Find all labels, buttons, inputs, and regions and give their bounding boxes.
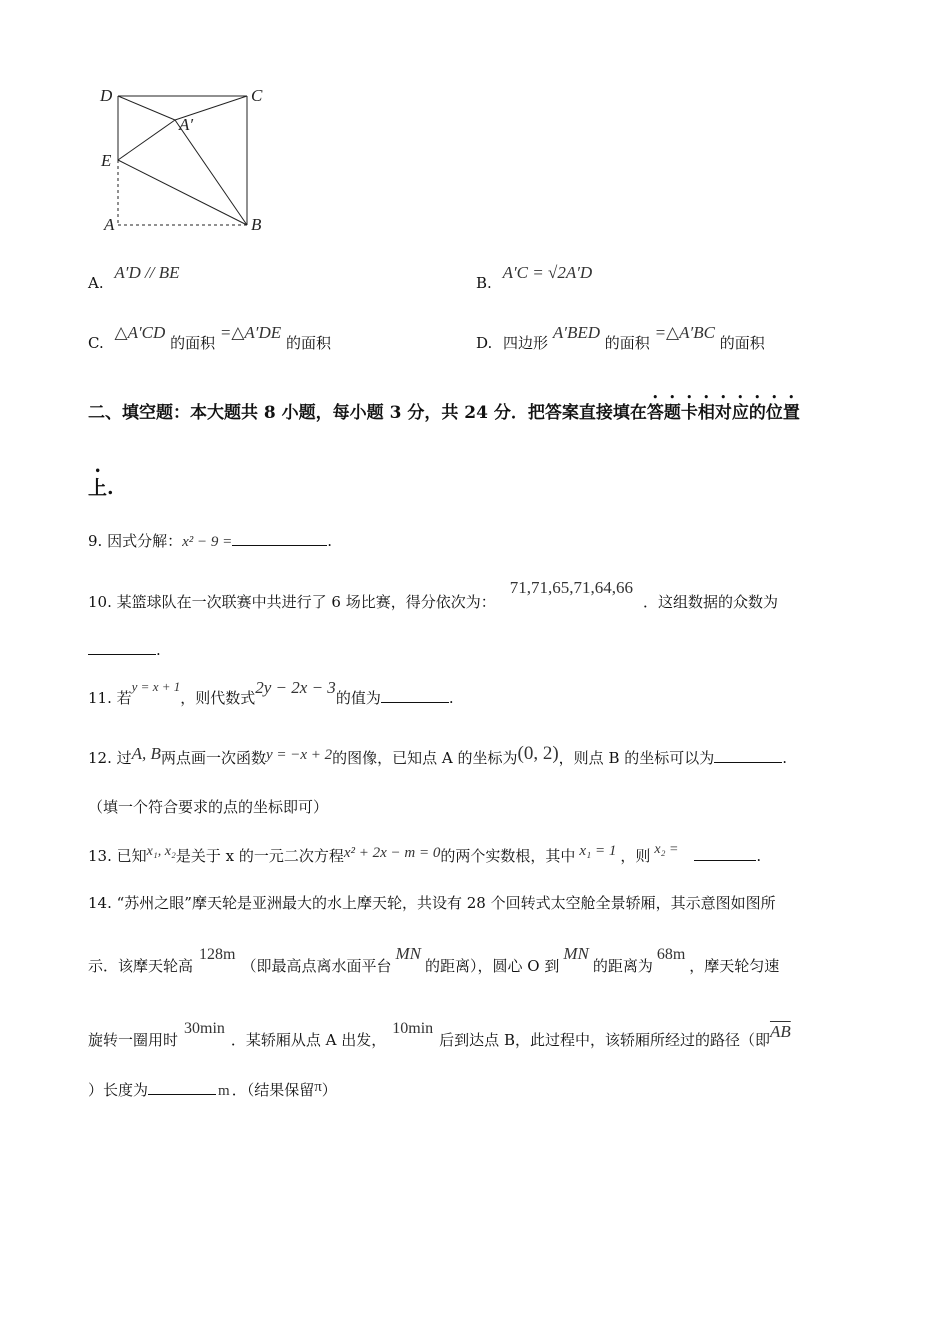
q14-l4b: ．（结果保留: [231, 1081, 315, 1099]
q12-end: .: [782, 749, 788, 767]
segment-DA-prime: [118, 96, 175, 120]
q13-answer-blank[interactable]: [694, 846, 756, 861]
option-D-math1: A′BED: [552, 323, 600, 342]
q14-time2: 10min: [392, 1020, 434, 1037]
q10-text: 某篮球队在一次联赛中共进行了 6 场比赛，得分依次为：: [116, 593, 496, 611]
q14-time1: 30min: [184, 1020, 225, 1037]
option-D-text2: 的面积: [719, 334, 765, 352]
q14-l2a: 示．该摩天轮高: [88, 957, 194, 975]
q14-distance: 68m: [656, 946, 686, 963]
option-D-math2: =△A′BC: [654, 323, 715, 342]
option-A[interactable]: [88, 263, 180, 293]
segment-EB: [118, 160, 247, 225]
section-2-heading-dotted: 答题卡相对应的位置: [646, 403, 800, 423]
q14-l3a: 旋转一圈用时: [88, 1031, 179, 1049]
option-A-math: A′D // BE: [114, 263, 180, 282]
label-B: B: [251, 215, 262, 234]
option-C-math2: =△A′DE: [219, 323, 282, 342]
q13-text4: ，则: [620, 847, 651, 865]
question-14-line1: [88, 893, 776, 913]
question-10-line2: [88, 640, 161, 660]
option-D[interactable]: [476, 323, 765, 353]
q10-data: 71,71,65,71,64,66: [509, 578, 633, 597]
question-10: [88, 578, 778, 612]
q12-num: 12.: [88, 749, 112, 767]
option-B[interactable]: [476, 263, 593, 293]
q13-num: 13.: [88, 847, 112, 865]
q11-math2: 2y − 2x − 3: [255, 678, 336, 697]
option-C-text1: 的面积: [170, 334, 216, 352]
q12-math1: A, B: [131, 744, 161, 763]
q11-text: 若: [116, 689, 132, 707]
q14-l2b: （即最高点离水面平台: [241, 957, 392, 975]
question-14-line3: [88, 1020, 791, 1051]
question-14-line2: [88, 944, 780, 977]
q12-text3: 的图像，已知点 A 的坐标为: [332, 749, 518, 767]
label-D: D: [100, 86, 113, 105]
q14-l2e: ，摩天轮匀速: [689, 957, 780, 975]
q14-mn2: MN: [563, 944, 589, 963]
question-9: [88, 531, 332, 552]
section-2-heading-line2: [88, 466, 114, 500]
q13-text: 已知: [116, 847, 147, 865]
q14-height: 128m: [199, 946, 236, 963]
q10-text2: ．这组数据的众数为: [642, 593, 778, 611]
q12-math2: y = −x + 2: [265, 747, 333, 763]
question-12-note: [88, 797, 328, 817]
q14-arc: $\overline{AB}$: [769, 1022, 791, 1041]
option-D-label: D.: [476, 334, 493, 352]
label-E: E: [101, 151, 112, 170]
q14-unit: m: [218, 1083, 230, 1099]
q13-text2: 是关于 x 的一元二次方程: [175, 847, 344, 865]
q11-end: .: [448, 689, 454, 707]
q14-mn1: MN: [395, 944, 421, 963]
q12-answer-blank[interactable]: [714, 748, 782, 763]
q11-num: 11.: [88, 689, 112, 707]
option-C-text2: 的面积: [285, 334, 331, 352]
section-2-heading-b: 上: [88, 477, 108, 499]
question-11: [88, 678, 454, 709]
q13-text3: 的两个实数根，其中: [440, 847, 576, 865]
q13-math2: x² + 2x − m = 0: [343, 845, 441, 861]
question-12: [88, 743, 788, 769]
q11-answer-blank[interactable]: [381, 688, 449, 703]
geometry-figure: [95, 80, 285, 240]
section-2-heading-end: .: [107, 477, 114, 499]
q12-text: 过: [116, 749, 132, 767]
question-13: [88, 842, 762, 868]
q10-answer-blank[interactable]: [88, 640, 156, 655]
segment-EA-prime: [118, 120, 175, 160]
q14-pi: π: [314, 1079, 322, 1095]
q14-l4a: ）长度为: [88, 1081, 149, 1099]
q13-math4: x₂ =: [654, 842, 679, 857]
q13-math3: x₁ = 1: [579, 843, 617, 859]
label-A-prime: A′: [179, 115, 194, 134]
option-A-label: A.: [88, 274, 104, 292]
q9-num: 9.: [88, 532, 103, 550]
q11-text3: 的值为: [335, 689, 381, 707]
option-B-label: B.: [476, 274, 492, 292]
q12-text2: 两点画一次函数: [160, 749, 266, 767]
segment-A-prime-B: [175, 120, 247, 225]
q9-math: x² − 9 =: [182, 534, 233, 550]
q14-num: 14.: [88, 894, 112, 912]
label-A: A: [104, 215, 115, 234]
option-B-math: A′C = √2A′D: [502, 263, 593, 282]
q14-l4c: ）: [321, 1081, 337, 1099]
q14-line1: “苏州之眼”摩天轮是亚洲最大的水上摩天轮，共设有 28 个回转式太空舱全景轿厢，其示意图如图所: [116, 894, 776, 912]
q12-note: （填一个符合要求的点的坐标即可）: [88, 798, 329, 816]
option-D-text1: 的面积: [604, 334, 650, 352]
q14-answer-blank[interactable]: [148, 1080, 216, 1095]
q12-text4: ，则点 B 的坐标可以为: [558, 749, 715, 767]
option-C-math1: △A′CD: [114, 323, 166, 342]
option-D-text0: 四边形: [503, 334, 549, 352]
q13-math1: x₁, x₂: [146, 844, 176, 859]
section-2-heading-a: 二、填空题：本大题共 8 小题，每小题 3 分，共 24 分．把答案直接填在: [88, 403, 647, 423]
q12-coord: (0, 2): [517, 743, 559, 764]
q9-end: .: [327, 532, 333, 550]
q9-answer-blank[interactable]: [232, 531, 327, 546]
q14-l2c: 的距离），圆心 O 到: [424, 957, 560, 975]
option-C[interactable]: [88, 323, 331, 353]
q10-num: 10.: [88, 593, 112, 611]
q11-text2: ，则代数式: [180, 689, 256, 707]
q10-end: .: [156, 641, 161, 659]
q13-end: .: [756, 847, 762, 865]
q11-math1: y = x + 1: [131, 679, 181, 694]
q14-l3b: ．某轿厢从点 A 出发，: [230, 1031, 387, 1049]
option-C-label: C.: [88, 334, 104, 352]
q9-text: 因式分解：: [107, 532, 183, 550]
section-2-heading: [88, 393, 800, 425]
label-C: C: [251, 86, 263, 105]
q14-l2d: 的距离为: [592, 957, 653, 975]
question-14-line4: [88, 1080, 337, 1101]
q14-l3c: 后到达点 B，此过程中，该轿厢所经过的路径（即: [439, 1031, 770, 1049]
